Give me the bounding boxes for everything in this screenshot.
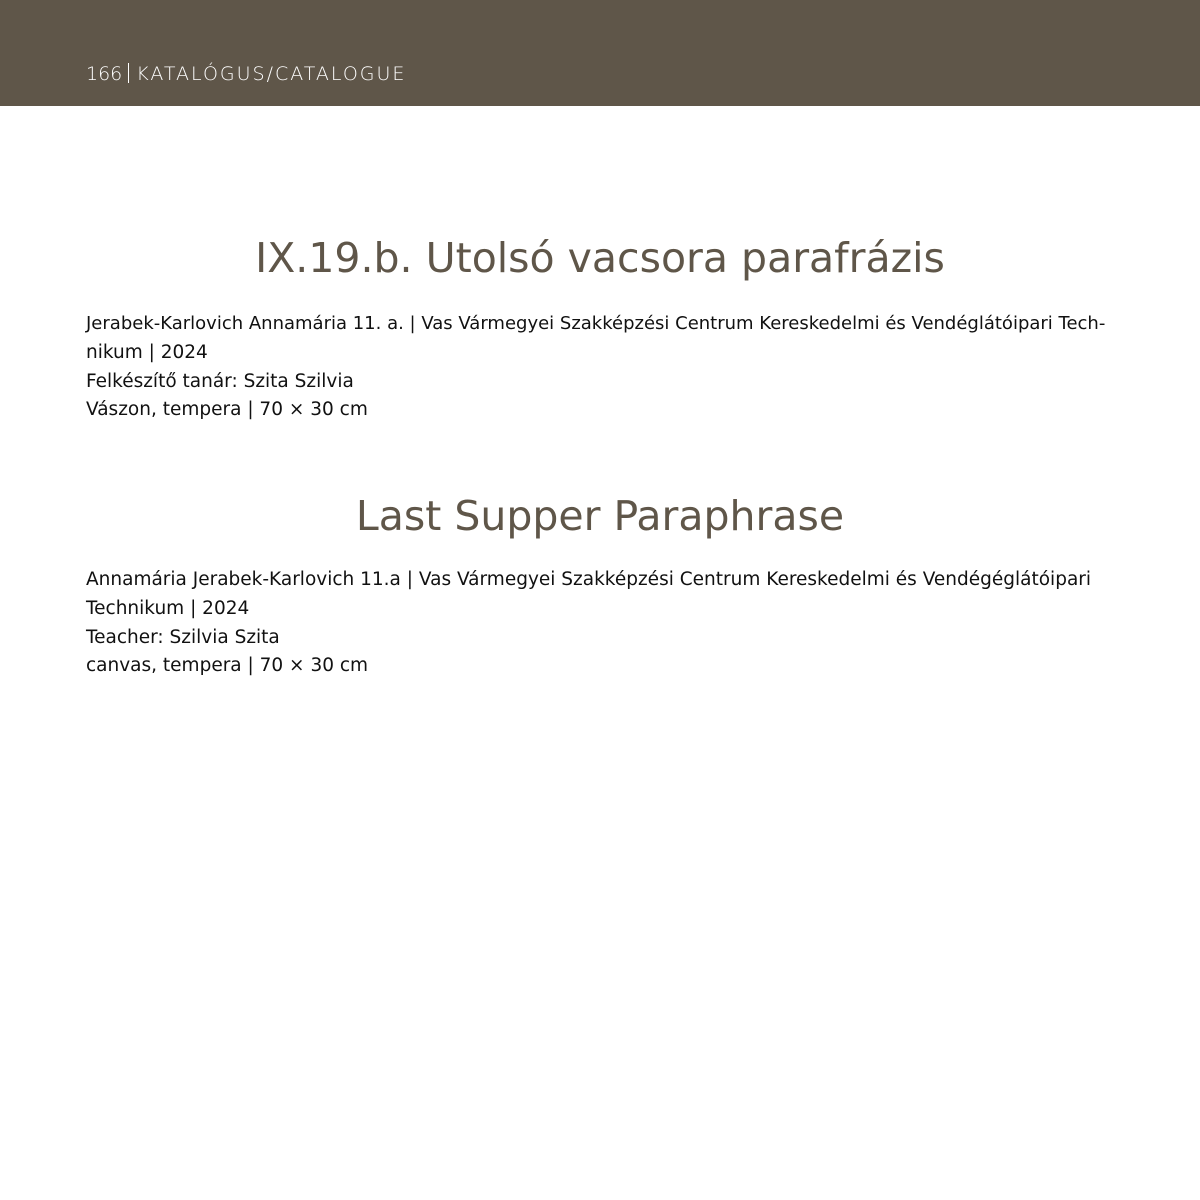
english-credits: [86, 566, 1116, 681]
hungarian-medium-line: Vászon, tempera | 70 × 30 cm: [86, 399, 368, 421]
header-band: [0, 0, 1200, 106]
english-title: Last Supper Paraphrase: [355, 492, 845, 540]
page-number: 166: [86, 63, 123, 85]
english-credit-line-1: Annamária Jerabek-Karlovich 11.a | Vas Vármegyei Szakképzési Centrum Kereskedelmi és Vendégéglátóipari: [86, 569, 1092, 590]
english-credit-line-2: Technikum | 2024: [86, 597, 250, 619]
hungarian-teacher-line: Felkészítő tanár: Szita Szilvia: [86, 370, 354, 392]
hungarian-credits: [86, 310, 1116, 425]
hungarian-title: IX.19.b. Utolsó vacsora parafrázis: [255, 234, 945, 282]
header-divider: [128, 63, 129, 83]
english-teacher-line: Teacher: Szilvia Szita: [86, 626, 280, 648]
section-label: KATALÓGUS/CATALOGUE: [136, 63, 407, 85]
running-header: [86, 60, 406, 88]
hungarian-credit-line-1: Jerabek-Karlovich Annamária 11. a. | Vas Vármegyei Szakképzési Centrum Kereskedelmi és Vendéglátóipari Tech-: [86, 313, 1106, 334]
hungarian-credit-line-2: nikum | 2024: [86, 341, 208, 363]
english-medium-line: canvas, tempera | 70 × 30 cm: [86, 655, 369, 677]
